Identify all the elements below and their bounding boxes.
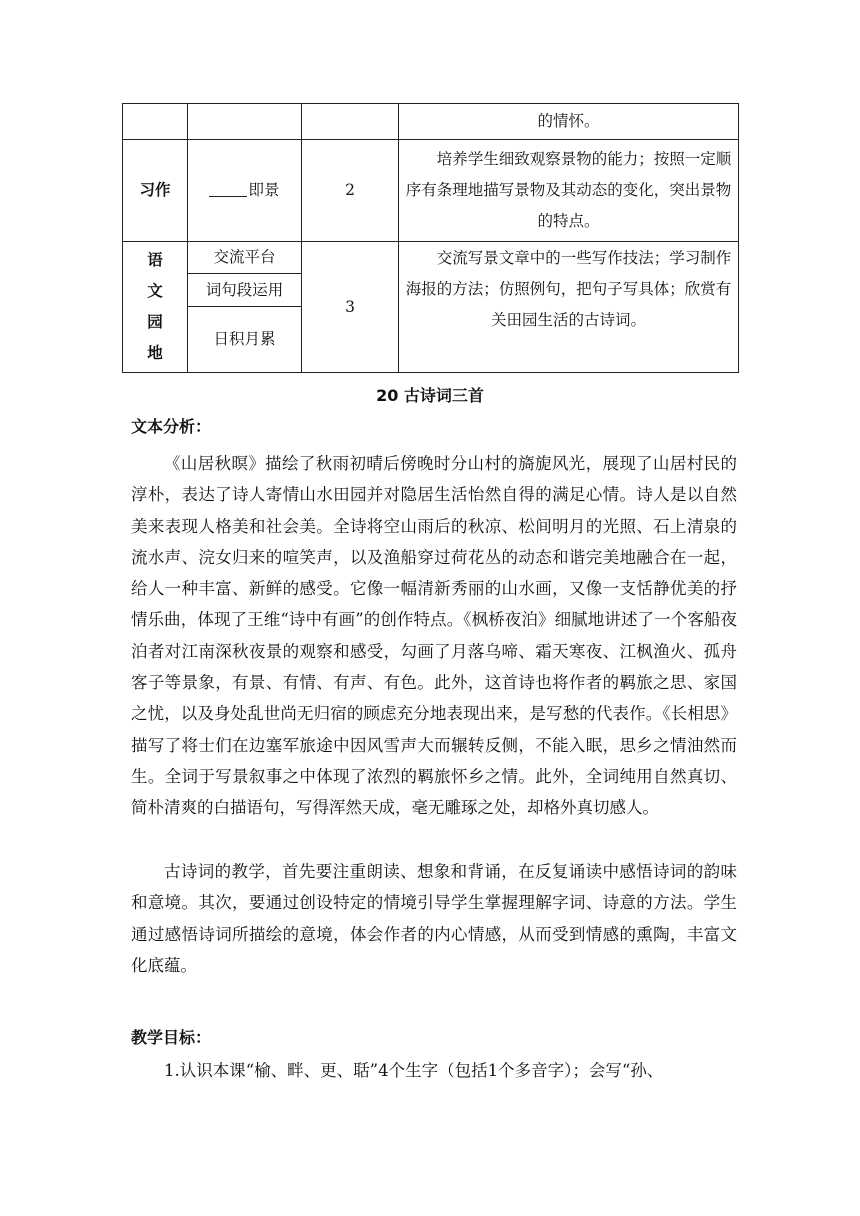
paragraph-analysis-1: 《山居秋暝》描绘了秋雨初晴后傍晚时分山村的旖旎风光，展现了山居村民的淳朴，表达了诗人寄情山水田园并对隐居生活怡然自得的满足心情。诗人是以自然美来表现人格美和社会美。全诗将空山雨后的秋凉、松间明月的光照、石上清泉的流水声、浣女归来的喧笑声，以及渔船穿过荷花丛的动态和谐完美地融合在一起，给人一种丰富、新鲜的感受。它像一幅清新秀丽的山水画，又像一支恬静优美的抒情乐曲，体现了王维“诗中有画”的创作特点。《枫桥夜泊》细腻地讲述了一个客船夜泊者对江南深秋夜景的观察和感受，勾画了月落乌啼、霜天寒夜、江枫渔火、孤舟客子等景象，有景、有情、有声、有色。此外，这首诗也将作者的羁旅之思、家国之忧，以及身处乱世尚无归宿的顾虑充分地表现出来，是写愁的代表作。《长相思》描写了将士们在边塞军旅途中因风雪声大而辗转反侧，不能入眠，思乡之情油然而生。全词于写景叙事之中体现了浓烈的羁旅怀乡之情。此外，全词纯用自然真切、简朴清爽的白描语句，写得浑然天成，毫无雕琢之处，却格外真切感人。 [131,454,737,818]
table-cell-category [123,242,188,373]
goal-item-1: 1.认识本课“榆、畔、更、聒”4个生字（包括1个多音字）；会写“孙、 [164,1061,664,1080]
table-row [123,242,739,274]
heading-teaching-goals: 教学目标： [131,1028,212,1047]
table-row [123,104,739,140]
table-cell-hours: 2 [302,140,399,242]
category-char: 地 [147,344,163,362]
table-row [123,140,739,242]
category-char: 园 [147,313,163,331]
table-cell-hours: 3 [302,242,399,373]
category-char: 语 [147,251,163,269]
heading-text-analysis: 文本分析： [131,417,212,436]
lesson-plan-table [122,103,739,373]
table-cell-item: 词句段运用 [188,274,302,307]
table-cell-empty [302,104,399,140]
section-title: 20 古诗词三首 [376,386,484,405]
table-cell-empty [188,104,302,140]
fill-in-blank [209,178,247,197]
title-text: 即景 [248,181,280,199]
table-cell-item: 交流平台 [188,242,302,274]
category-char: 文 [147,282,163,300]
table-cell-empty [123,104,188,140]
table-cell-item: 日积月累 [188,307,302,373]
table-cell-title [188,140,302,242]
table-cell-description: 培养学生细致观察景物的能力；按照一定顺序有条理地描写景物及其动态的变化，突出景物的特点。 [399,140,739,242]
table-cell-description: 的情怀。 [399,104,739,140]
table-cell-category: 习作 [123,140,188,242]
table-cell-description: 交流写景文章中的一些写作技法；学习制作海报的方法；仿照例句，把句子写具体；欣赏有关田园生活的古诗词。 [399,242,739,373]
paragraph-analysis-2: 古诗词的教学，首先要注重朗读、想象和背诵，在反复诵读中感悟诗词的韵味和意境。其次，要通过创设特定的情境引导学生掌握理解字词、诗意的方法。学生通过感悟诗词所描绘的意境，体会作者的内心情感，从而受到情感的熏陶，丰富文化底蕴。 [131,862,737,975]
